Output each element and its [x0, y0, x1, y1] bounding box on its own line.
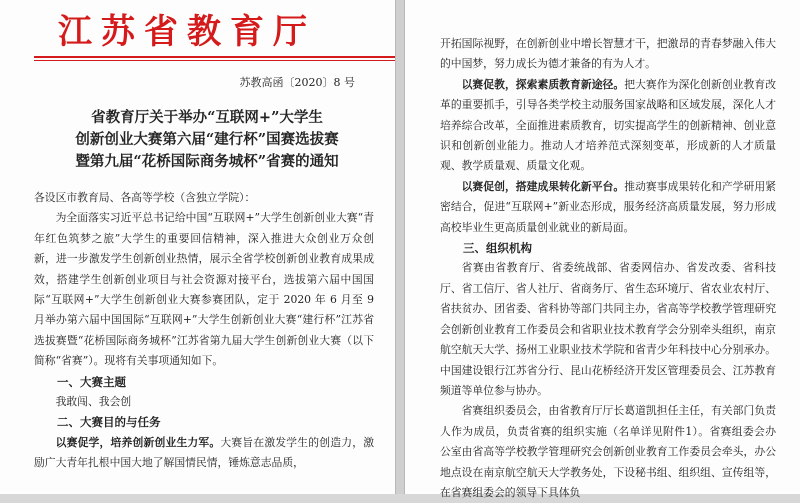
- section2-text: 大赛旨在激发学生的创造力，激励广大青年扎根中国大地了解国情民情，锤炼意志品质，: [34, 435, 375, 470]
- section1-text: 我敢闯、我会创: [55, 395, 132, 409]
- left-body: [34, 188, 374, 474]
- right-body: [440, 34, 776, 503]
- letterhead-rule-thin: [34, 60, 395, 61]
- intro-paragraph: 为全面落实习近平总书记给中国“互联网+”大学生创新创业大赛“青年红色筑梦之旅”大学生的重要回信精神，深入推进大众创业万众创新，进一步激发学生创新创业热情，展示全省学校创新创业教育成果成效，搭建学生创新创业项目与社会资源对接平台，选拔第六届中国国际“互联网+”大学生创新创业大赛参赛团队，定于 2020 年 6 月至 9 月举办第六届中国国际“互联网+”大学生创新创业大赛“建行杯”江苏省选拔赛暨“花桥国际商务城杯”江苏省第九届大学生创新创业大赛（以下简称“省赛”）。现将有关事项通知如下。: [34, 211, 374, 368]
- page-gutter: [396, 0, 404, 494]
- para2-lead: 以赛促教，探索素质教育新途径。: [461, 77, 625, 91]
- section2-lead: 以赛促学，培养创新创业生力军。: [55, 435, 221, 449]
- section1-heading: 一、大赛主题: [57, 374, 126, 389]
- section2-heading: 二、大赛目的与任务: [57, 415, 161, 430]
- section2-paragraph: [34, 433, 374, 474]
- para3-lead: 以赛促创，搭建成果转化新平台。: [461, 179, 625, 193]
- section3-text-1: 省赛由省教育厅、省委统战部、省委网信办、省发改委、省科技厅、省工信厅、省人社厅、省商务厅、省生态环境厅、省农业农村厅、省扶贫办、团省委、省科协等部门共同主办，省高等学校教学管理研究会创新创业教育工作委员会和省职业技术教育学会分别牵头组织，南京航空航天大学、扬州工业职业技术学院和省青少年科技中心分别承办。中国建设银行江苏省分行、昆山花桥经济开发区管理委员会、江苏教育频道等单位参与协办。: [440, 261, 776, 397]
- para2: [440, 75, 776, 177]
- letterhead-rule: [34, 56, 395, 58]
- salutation: 各设区市教育局、各高等学校（含独立学院）：: [34, 191, 256, 204]
- section3-heading: 三、组织机构: [463, 241, 532, 256]
- doc-title-line-1: 省教育厅关于举办“互联网+”大学生: [91, 109, 323, 126]
- para3: [440, 177, 776, 238]
- document-page-left: [0, 0, 396, 494]
- para3-text: 推动赛事成果转化和产学研用紧密结合，促进“互联网+”新业态形成，服务经济高质量发展，努力形成高校毕业生更高质量创业就业的新局面。: [440, 179, 777, 234]
- doc-title-line-3: 暨第九届“花桥国际商务城杯”省赛的通知: [75, 153, 339, 170]
- section3-text-2: 省赛组织委员会，由省教育厅厅长葛道凯担任主任，有关部门负责人作为成员，负责省赛的组织实施（名单详见附件1）。省赛组委会办公室由省高等学校教学管理研究会创新创业教育工作委员会牵头，办公地点设在南京航空航天大学教务处，下设秘书组、组织组、宣传组等，在省赛组委会的领导下具体负: [440, 404, 776, 499]
- letterhead-title: 江苏省教育厅: [58, 12, 316, 52]
- para2-text: 把大赛作为深化创新创业教育改革的重要抓手，引导各类学校主动服务国家战略和区域发展，深化人才培养综合改革，全面推进素质教育，切实提高学生的创新精神、创业意识和创新创业能力。推动人才培养范式深刻变革，形成新的人才质量观、教学质量观、质量文化观。: [440, 77, 777, 173]
- doc-title-line-2: 创新创业大赛第六届“建行杯”国赛选拔赛: [75, 131, 339, 148]
- document-number: 苏教高函〔2020〕8 号: [239, 76, 355, 89]
- continued-text: 开拓国际视野，在创新创业中增长智慧才干，把激昂的青春梦融入伟大的中国梦，努力成长为德才兼备的有为人才。: [440, 37, 776, 71]
